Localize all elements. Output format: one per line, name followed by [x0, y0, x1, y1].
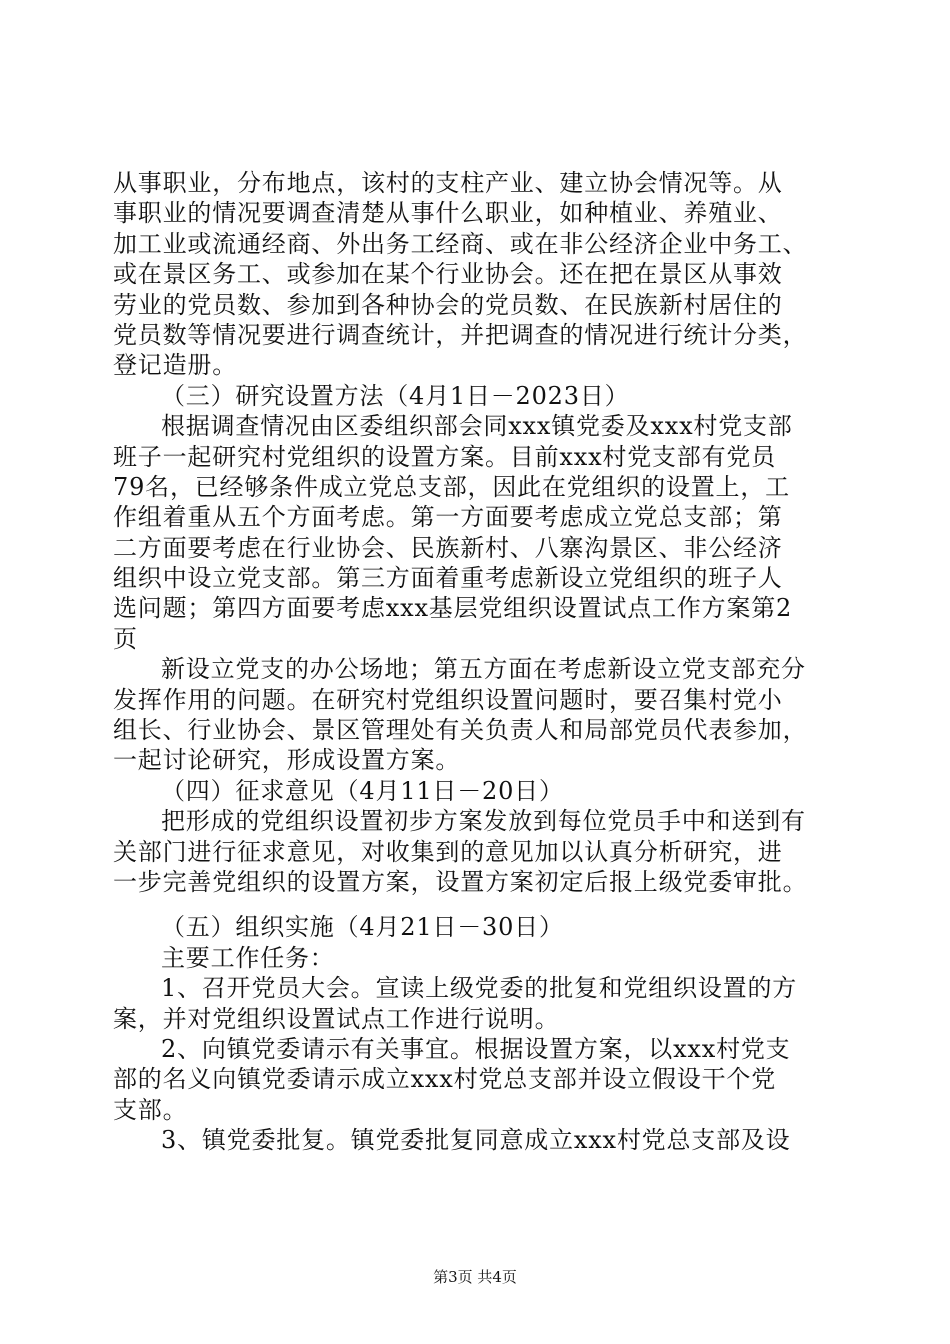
body-line: 3、镇党委批复。镇党委批复同意成立xxx村党总支部及设	[161, 1126, 791, 1155]
body-line: 部的名义向镇党委请示成立xxx村党总支部并设立假设干个党	[113, 1065, 777, 1094]
body-line: 组织中设立党支部。第三方面着重考虑新设立党组织的班子人	[113, 564, 783, 593]
page-number-label: 第3页 共4页	[433, 1268, 517, 1286]
body-line: 把形成的党组织设置初步方案发放到每位党员手中和送到有	[161, 807, 806, 836]
body-line: 发挥作用的问题。在研究村党组织设置问题时，要召集村党小	[113, 685, 783, 714]
body-line: 组长、行业协会、景区管理处有关负责人和局部党员代表参加，	[113, 716, 808, 745]
body-line: 或在景区务工、或参加在某个行业协会。还在把在景区从事效	[113, 260, 783, 289]
body-line: 党员数等情况要进行调查统计，并把调查的情况进行统计分类，	[113, 320, 808, 349]
body-line: 页	[113, 624, 138, 653]
body-line: 作组着重从五个方面考虑。第一方面要考虑成立党总支部；第	[113, 503, 783, 532]
body-line: 选问题；第四方面要考虑xxx基层党组织设置试点工作方案第2	[113, 594, 793, 623]
body-line: 根据调查情况由区委组织部会同xxx镇党委及xxx村党支部	[161, 412, 793, 441]
body-line: 79名，已经够条件成立党总支部，因此在党组织的设置上，工	[113, 472, 790, 501]
page-footer	[0, 1267, 950, 1287]
body-line: 事职业的情况要调查清楚从事什么职业，如种植业、养殖业、	[113, 199, 783, 228]
body-line: 二方面要考虑在行业协会、民族新村、八寨沟景区、非公经济	[113, 533, 783, 562]
body-line: 2、向镇党委请示有关事宜。根据设置方案，以xxx村党支	[161, 1034, 791, 1063]
body-line: 登记造册。	[113, 351, 237, 380]
body-line: 一起讨论研究，形成设置方案。	[113, 746, 461, 775]
section-heading-5: （五）组织实施（4月21日－30日）	[161, 913, 564, 942]
body-line: 关部门进行征求意见，对收集到的意见加以认真分析研究，进	[113, 837, 783, 866]
document-body	[113, 168, 853, 1156]
body-line: 从事职业，分布地点，该村的支柱产业、建立协会情况等。从	[113, 169, 783, 197]
body-line: 支部。	[113, 1095, 188, 1124]
body-line: 1、召开党员大会。宣读上级党委的批复和党组织设置的方	[161, 974, 798, 1003]
section-heading-3: （三）研究设置方法（4月1日－2023日）	[161, 381, 630, 410]
section-heading-4: （四）征求意见（4月11日－20日）	[161, 776, 564, 805]
body-line: 劳业的党员数、参加到各种协会的党员数、在民族新村居住的	[113, 290, 783, 319]
body-line: 班子一起研究村党组织的设置方案。目前xxx村党支部有党员	[113, 442, 777, 471]
body-line: 加工业或流通经商、外出务工经商、或在非公经济企业中务工、	[113, 229, 808, 258]
body-line: 案，并对党组织设置试点工作进行说明。	[113, 1004, 560, 1033]
body-line: 新设立党支的办公场地；第五方面在考虑新设立党支部充分	[161, 655, 806, 684]
paragraph-gap	[113, 897, 853, 912]
body-line: 一步完善党组织的设置方案，设置方案初定后报上级党委审批。	[113, 867, 808, 896]
body-line: 主要工作任务：	[161, 943, 335, 972]
